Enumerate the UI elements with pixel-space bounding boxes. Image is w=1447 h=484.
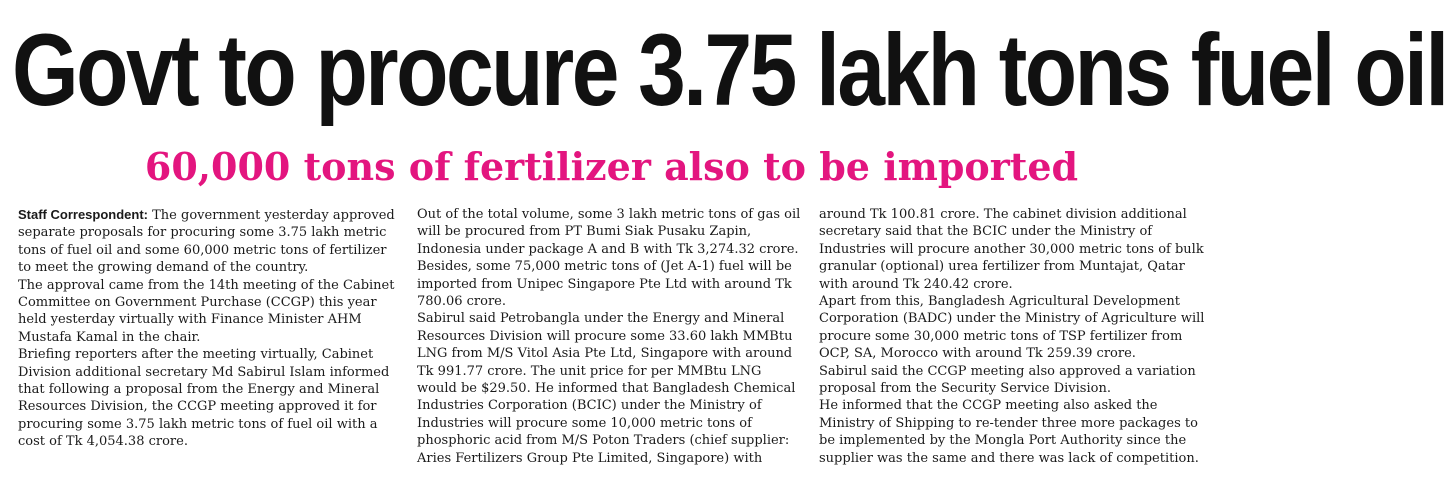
byline: Staff Correspondent: — [18, 207, 148, 222]
paragraph: around Tk 100.81 crore. The cabinet division additional secretary said that the BCIC under the Ministry of Industries will procure another 30,000 metric tons of bulk granular (optional) urea fertilizer from Muntajat, Qatar with around Tk 240.42 crore. — [819, 207, 1204, 292]
headline: Govt to procure 3.75 lakh tons fuel oil — [12, 13, 1447, 127]
paragraph: Apart from this, Bangladesh Agricultural Development Corporation (BADC) under the Ministry of Agriculture will procure some 30,000 metric tons of TSP fertilizer from OCP, SA, Morocco with around Tk 259.39 crore. — [819, 294, 1205, 362]
paragraph: He informed that the CCGP meeting also asked the Ministry of Shipping to re-tender three more packages to be implemented by the Mongla Port Authority since the supplier was the same and there was lack of competition. — [819, 398, 1199, 466]
paragraph — [18, 206, 398, 277]
paragraph: Sabirul said the CCGP meeting also approved a variation proposal from the Security Service Division. — [819, 363, 1196, 397]
subheadline: 60,000 tons of fertilizer also to be imported — [144, 144, 1079, 189]
paragraph: Out of the total volume, some 3 lakh metric tons of gas oil will be procured from PT Bumi Siak Pusaku Zapin, Indonesia under package A and B with Tk 3,274.32 crore. Besides, some 75,000 metric tons of (Jet A-1) fuel will be imported from Unipec Singapore Pte Ltd with around Tk 780.06 crore. — [417, 207, 801, 310]
paragraph: Briefing reporters after the meeting virtually, Cabinet Division additional secretary Md Sabirul Islam informed that following a proposal from the Energy and Mineral Resources Division, the CCGP meeting approved it for procuring some 3.75 lakh metric tons of fuel oil with a cost of Tk 4,054.38 crore. — [18, 347, 390, 450]
article-column-3 — [819, 206, 1205, 478]
article-column-1 — [18, 206, 398, 478]
paragraph-text: The government yesterday approved separate proposals for procuring some 3.75 lakh metric tons of fuel oil and some 60,000 metric tons of fertilizer to meet the growing demand of the country. — [18, 208, 395, 276]
article-column-2 — [417, 206, 801, 478]
paragraph: Sabirul said Petrobangla under the Energy and Mineral Resources Division will procure some 33.60 lakh MMBtu LNG from M/S Vitol Asia Pte Ltd, Singapore with around Tk 991.77 crore. The unit price for per MMBtu LNG would be $29.50. He informed that Bangladesh Chemical Industries Corporation (BCIC) under the Ministry of Industries will procure some 10,000 metric tons of phosphoric acid from M/S Poton Traders (chief supplier: Aries Fertilizers Group Pte Limited, Singapore) with — [417, 311, 796, 466]
paragraph: The approval came from the 14th meeting of the Cabinet Committee on Government Purchase (CCGP) this year held yesterday virtually with Finance Minister AHM Mustafa Kamal in the chair. — [18, 277, 395, 345]
